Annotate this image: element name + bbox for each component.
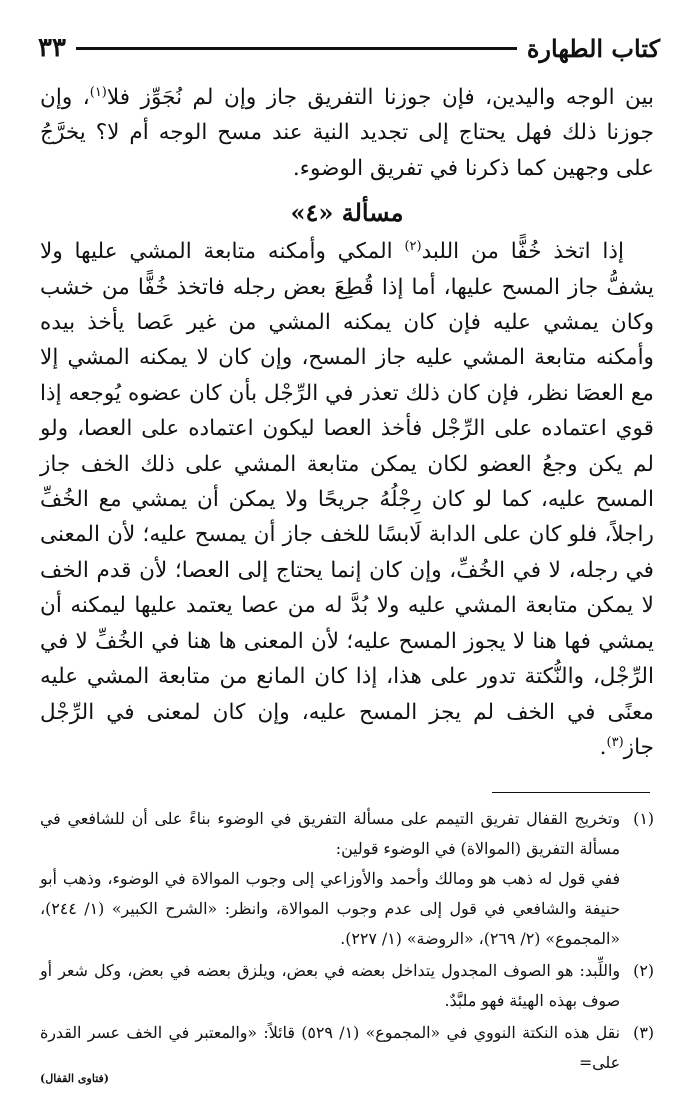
footnote-ref: (١) xyxy=(89,84,107,100)
issue-title: مسألة «٤» xyxy=(290,198,404,228)
footnote-number: (٣) xyxy=(633,1023,654,1042)
footnote xyxy=(40,956,654,1016)
paragraph-text: بين الوجه واليدين، فإن جوزنا التفريق جاز وإن لم نُجَوِّز فلا xyxy=(106,85,654,110)
paragraph xyxy=(40,80,654,186)
footnote-text xyxy=(40,1018,620,1078)
paragraph-text: المكي وأمكنه متابعة المشي عليها ولا يشفُّ جاز المسح عليها، أما إذا قُطِعَ بعض رجله فاتخذ خُفًّا من خشب وكان يمشي عليه فإن كان يمكنه المشي من غير عَصا يأخذ بيده وأمكنه متابعة المشي عليه جاز المسح، وإن كان لا يمكنه المشي إلا مع العصَا نظر، فإن كان ذلك تعذر في الرِّجْل بأن كان عضوه يُوجعه إذا قوي اعتماده على الرِّجْل فأخذ العصا ليكون اعتماده على العصا، ولو لم يكن وجعُ العضو لكان يمكن متابعة المشي على ذلك الخف جاز المسح عليه، كما لو كان رِجْلُهُ جريحًا ولا يمكن أن يمشي مع الخُفِّ راجلاً، فلو كان على الدابة لَابسًا للخف جاز أن يمسح عليه؛ لأن المعنى في رجله، لا في الخُفِّ، وإن كان إنما يحتاج إلى العصا؛ لأن قدم الخف لا يمكن متابعة المشي عليه ولا بُدَّ له من عصا يعتمد عليها ليمكنه أن يمشي فها هنا لا يجوز المسح عليه؛ لأن المعنى ها هنا في الخُفِّ لا في الرِّجْل، والنُّكتة تدور على هذا، إذا كان المانع من متابعة المشي عليه معنًى في الخف لم يجز المسح عليه، وإن كان لمعنى في الرِّجْل جاز xyxy=(40,239,654,760)
book-title: كتاب الطهارة xyxy=(526,33,660,63)
footnote-text xyxy=(40,804,620,954)
footnote xyxy=(40,1018,654,1078)
main-text xyxy=(40,80,654,765)
footnote-line: وتخريج القفال تفريق التيمم على مسألة التفريق في الوضوء بناءً على أن للشافعي في مسألة التفريق (الموالاة) في الوضوء قولين: xyxy=(40,809,620,858)
header-rule xyxy=(76,47,517,50)
footnote-line: واللِّبد: هو الصوف المجدول يتداخل بعضه في بعض، ويلزق بعضه في بعض، وكل شعر أو صوف بهذه الهيئة فهو ملبَّدٌ. xyxy=(40,961,620,1010)
footnote-line: ففي قول له ذهب هو ومالك وأحمد والأوزاعي إلى وجوب الموالاة في الوضوء، وذهب أبو حنيفة والشافعي في قول إلى عدم وجوب الموالاة، وانظر: «الشرح الكبير» (١/ ٢٤٤)، «المجموع» (٢/ ٢٦٩)، «الروضة» (١/ ٢٢٧). xyxy=(40,869,621,948)
footnote-number: (١) xyxy=(633,809,654,828)
paragraph-text: إذا اتخذ خُفًّا من اللبد xyxy=(421,239,624,265)
footnote-text xyxy=(40,956,620,1016)
paragraph-text: . xyxy=(599,734,607,760)
page-footer-label: (فتاوى القفال) xyxy=(40,1072,109,1085)
footnote-ref: (٢) xyxy=(404,239,422,255)
paragraph-text: ، وإن جوزنا ذلك فهل يحتاج إلى تجديد النية عند مسح الوجه أم لا؟ يخرَّجُ على وجهين كما ذكرنا في تفريق الوضوء. xyxy=(40,85,654,181)
footnote-separator xyxy=(492,792,650,793)
footnote-number: (٢) xyxy=(633,961,654,980)
running-header xyxy=(38,22,660,74)
footnote xyxy=(40,804,654,954)
paragraph xyxy=(40,234,654,765)
footnote-line: نقل هذه النكتة النووي في «المجموع» (١/ ٥٢٩) قائلاً: «والمعتبر في الخف عسر القدرة على= xyxy=(40,1023,620,1072)
page-number: ٣٣ xyxy=(38,33,66,63)
footnotes xyxy=(40,804,654,1080)
footnote-ref: (٣) xyxy=(606,734,624,750)
